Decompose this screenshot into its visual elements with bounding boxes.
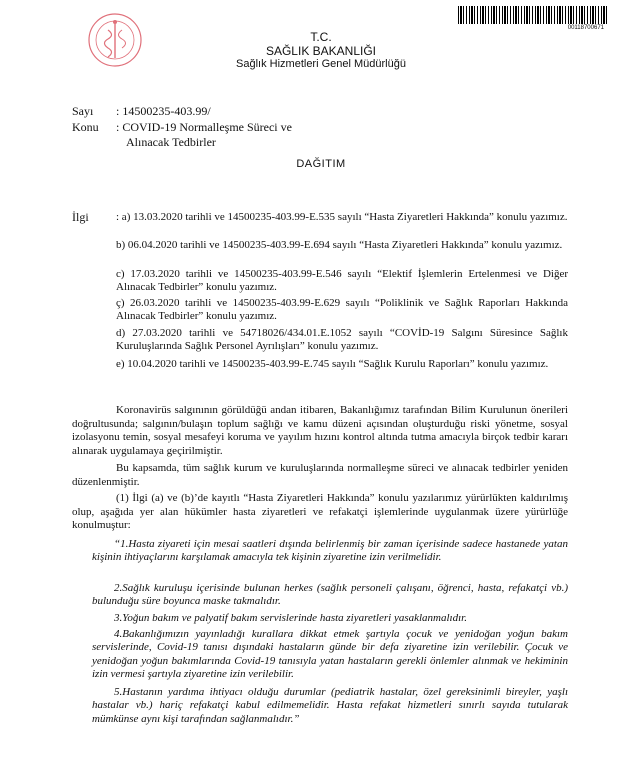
document-title: DAĞITIM	[296, 158, 346, 170]
ilgi-label: İlgi	[72, 210, 89, 224]
sayi-line	[72, 104, 211, 119]
barcode-bars	[458, 6, 608, 24]
konu-value-1: : COVID-19 Normalleşme Süreci ve	[116, 120, 292, 134]
header-directorate: Sağlık Hizmetleri Genel Müdürlüğü	[236, 58, 406, 70]
paragraph-2: Bu kapsamda, tüm sağlık kurum ve kuruluşlarında normalleşme süreci ve alınacak tedbirler yeniden düzenlenmiştir.	[72, 462, 568, 488]
header-tc: T.C.	[310, 30, 332, 44]
reference-d: d) 27.03.2020 tarihli ve 54718026/434.01.E.1052 sayılı “COVİD-19 Salgını Süresince Sağlık Kuruluşlarında Sağlık Personel Ayrılışları” konulu yazımız.	[116, 327, 568, 352]
quote-item-1: “1.Hasta ziyareti için mesai saatleri dışında belirlenmiş bir zaman içerisinde sadece hastanede yatan kişinin ihtiyaçlarını karşılamak amacıyla tek kişinin ziyaretine izin verilmelidir.	[92, 538, 568, 564]
konu-line	[72, 120, 292, 135]
reference-b: b) 06.04.2020 tarihli ve 14500235-403.99-E.694 sayılı “Hasta Ziyaretleri Hakkında” konulu yazımız.	[116, 239, 563, 251]
reference-a: : a) 13.03.2020 tarihli ve 14500235-403.99-E.535 sayılı “Hasta Ziyaretleri Hakkında” konulu yazımız.	[116, 211, 568, 223]
header-ministry: SAĞLIK BAKANLIĞI	[265, 44, 377, 58]
sayi-label: Sayı	[72, 104, 94, 118]
reference-c: c) 17.03.2020 tarihli ve 14500235-403.99-E.546 sayılı “Elektif İşlemlerin Ertelenmesi ve Diğer Alınacak Tedbirler” konulu yazımız.	[116, 268, 568, 293]
konu-value-2: Alınacak Tedbirler	[126, 135, 216, 149]
paragraph-3: (1) İlgi (a) ve (b)’de kayıtlı “Hasta Ziyaretleri Hakkında” konulu yazılarımız yürürlükten kaldırılmış olup, aşağıda yer alan hükümler hasta ziyaretleri ve refakatçi işlemlerinde uygulanmak üzere yürürlüğe konulmuştur:	[72, 492, 568, 531]
konu-label: Konu	[72, 120, 99, 134]
paragraph-1: Koronavirüs salgınının görüldüğü andan itibaren, Bakanlığımız tarafından Bilim Kurulunun önerileri doğrultusunda; salgının/bulaşın toplum sağlığı ve kamu düzeni açısından oluşturduğu riski yönetme, sosyal izolasyonu temin, sosyal mesafeyi koruma ve yayılım hızını kontrol altında tutma amacıyla birçok tedbir kararı alınarak uygulamaya geçirilmiştir.	[72, 404, 568, 457]
quote-item-5: 5.Hastanın yardıma ihtiyacı olduğu durumlar (pediatrik hastalar, özel gereksinimli bireyler, yaşlı hastalar vb.) hariç refakatçi kabul edilmemelidir. Hasta refakat hizmetleri sınırlı sayıda tutularak mümkünse aynı kişi tarafından sağlanmalıdır.”	[92, 686, 568, 725]
quote-item-2: 2.Sağlık kuruluşu içerisinde bulunan herkes (sağlık personeli çalışanı, öğrenci, hasta, refakatçi vb.) bulunduğu süre boyunca maske takmalıdır.	[92, 582, 568, 608]
quote-item-4: 4.Bakanlığımızın yayınladığı kurallara dikkat etmek şartıyla çocuk ve yenidoğan yoğun bakım servislerinde, Covid-19 tanısı dışındaki hastaların günde bir defa ziyaretine izin verilebilir. Çocuk ve yenidoğan yoğun bakımlarında Covid-19 tanısıyla yatan hastaların gerekli önlemler alınmak ve hekiminin izin vermesi şartıyla ziyaretine izin verilebilir.	[92, 628, 568, 680]
barcode-number: 00118700671	[567, 25, 604, 31]
reference-c-cedilla: ç) 26.03.2020 tarihli ve 14500235-403.99-E.629 sayılı “Poliklinik ve Sağlık Raporları Hakkında Alınacak Tedbirler” konulu yazımız.	[116, 297, 568, 322]
reference-e: e) 10.04.2020 tarihli ve 14500235-403.99-E.745 sayılı “Sağlık Kurulu Raporları” konulu yazımız.	[116, 358, 549, 370]
quote-item-3: 3.Yoğun bakım ve palyatif bakım servislerinde hasta ziyaretleri yasaklanmalıdır.	[114, 612, 467, 624]
sayi-value: : 14500235-403.99/	[116, 104, 211, 118]
barcode	[458, 6, 608, 31]
